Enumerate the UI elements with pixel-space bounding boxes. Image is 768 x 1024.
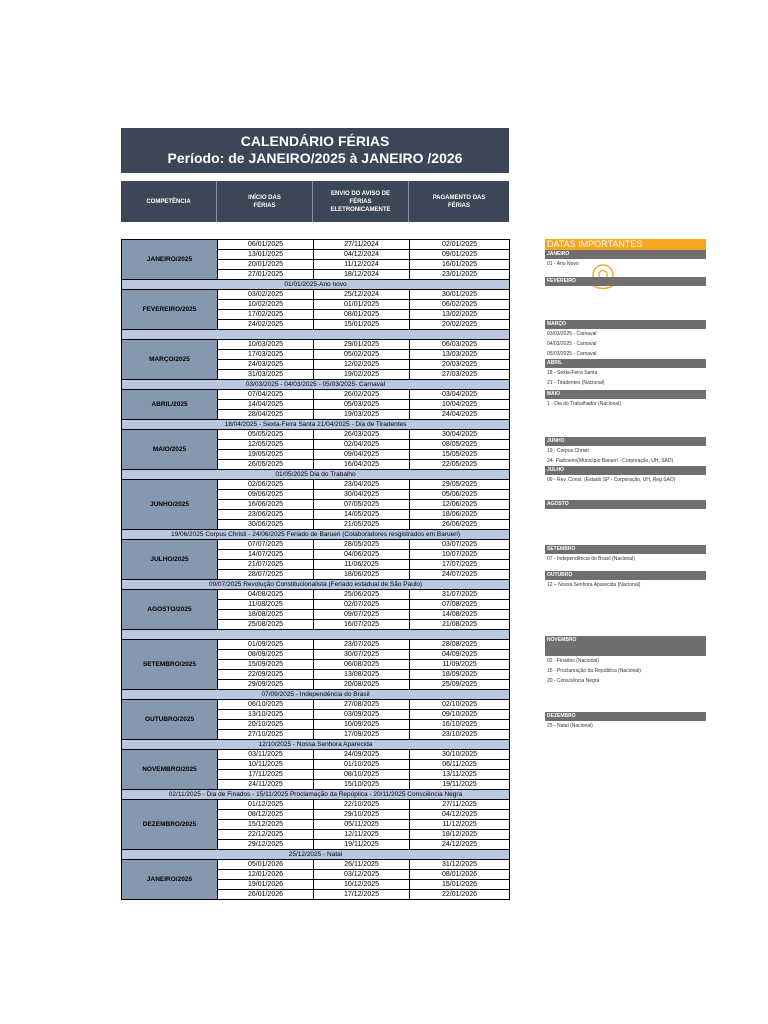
pagamento-cell: 12/06/2025 xyxy=(410,500,510,510)
inicio-cell: 05/05/2025 xyxy=(218,430,314,440)
important-month-header: FEVEREIRO xyxy=(545,277,706,286)
important-date-note: 18 - Sexta-Feira Santa xyxy=(547,370,598,376)
envio-cell: 09/07/2025 xyxy=(314,610,410,620)
pagamento-cell: 11/09/2025 xyxy=(410,660,510,670)
table-row xyxy=(122,640,510,650)
pagamento-cell: 23/10/2025 xyxy=(410,730,510,740)
envio-cell: 17/12/2025 xyxy=(314,890,410,900)
pagamento-cell: 05/06/2025 xyxy=(410,490,510,500)
table-row xyxy=(122,750,510,760)
holiday-row xyxy=(122,790,510,800)
table-row xyxy=(122,860,510,870)
envio-cell: 07/05/2025 xyxy=(314,500,410,510)
pagamento-cell: 30/10/2025 xyxy=(410,750,510,760)
important-month-header: DEZEMBRO xyxy=(545,712,706,721)
inicio-cell: 14/07/2025 xyxy=(218,550,314,560)
inicio-cell: 26/01/2026 xyxy=(218,890,314,900)
competencia-cell: JULHO/2025 xyxy=(122,540,218,580)
envio-cell: 04/06/2025 xyxy=(314,550,410,560)
inicio-cell: 20/10/2025 xyxy=(218,720,314,730)
pagamento-cell: 24/04/2025 xyxy=(410,410,510,420)
important-date-note: 05/03/2025 - Carnaval xyxy=(547,351,597,357)
competencia-cell: DEZEMBRO/2025 xyxy=(122,800,218,850)
holiday-cell: 25/12/2025 - Natal xyxy=(122,850,510,860)
envio-cell: 28/05/2025 xyxy=(314,540,410,550)
pagamento-cell: 13/03/2025 xyxy=(410,350,510,360)
important-month-header: SETEMBRO xyxy=(545,545,706,554)
pagamento-cell: 08/05/2025 xyxy=(410,440,510,450)
pagamento-cell: 24/07/2025 xyxy=(410,570,510,580)
inicio-cell: 15/12/2025 xyxy=(218,820,314,830)
table-row xyxy=(122,390,510,400)
holiday-cell: 18/04/2025 - Sexta-Feira Santa 21/04/2025 - Dia de Tiradentes xyxy=(122,420,510,430)
holiday-row xyxy=(122,280,510,290)
important-date-note: 19 - Corpus Christi xyxy=(547,448,589,454)
inicio-cell: 25/08/2025 xyxy=(218,620,314,630)
pagamento-cell: 11/12/2025 xyxy=(410,820,510,830)
envio-cell: 21/05/2025 xyxy=(314,520,410,530)
header-pagamento: PAGAMENTO DAS FÉRIAS xyxy=(432,194,486,209)
envio-cell: 11/06/2025 xyxy=(314,560,410,570)
envio-cell: 13/08/2025 xyxy=(314,670,410,680)
envio-cell: 18/12/2024 xyxy=(314,270,410,280)
inicio-cell: 10/02/2025 xyxy=(218,300,314,310)
envio-cell: 24/09/2025 xyxy=(314,750,410,760)
pagamento-cell: 04/09/2025 xyxy=(410,650,510,660)
envio-cell: 29/01/2025 xyxy=(314,340,410,350)
header-envio: ENVIO DO AVISO DE FÉRIAS ELETRONICAMENTE xyxy=(313,181,409,222)
pagamento-cell: 27/11/2025 xyxy=(410,800,510,810)
envio-cell: 05/03/2025 xyxy=(314,400,410,410)
competencia-cell: JANEIRO/2025 xyxy=(122,240,218,280)
inicio-cell: 24/11/2025 xyxy=(218,780,314,790)
inicio-cell: 24/03/2025 xyxy=(218,360,314,370)
holiday-row xyxy=(122,690,510,700)
holiday-cell: 09/07/2025 Revolução Constitucionalista (Feriado estadual de São Paulo) xyxy=(122,580,510,590)
competencia-cell: OUTUBRO/2025 xyxy=(122,700,218,740)
pagamento-cell: 22/05/2025 xyxy=(410,460,510,470)
envio-cell: 20/08/2025 xyxy=(314,680,410,690)
table-header xyxy=(121,181,509,222)
pagamento-cell: 06/03/2025 xyxy=(410,340,510,350)
header-competencia: COMPETÊNCIA xyxy=(121,181,217,222)
inicio-cell: 29/12/2025 xyxy=(218,840,314,850)
inicio-cell: 17/03/2025 xyxy=(218,350,314,360)
holiday-row xyxy=(122,380,510,390)
pagamento-cell: 14/08/2025 xyxy=(410,610,510,620)
inicio-cell: 17/02/2025 xyxy=(218,310,314,320)
inicio-cell: 12/05/2025 xyxy=(218,440,314,450)
important-date-note: 02 - Finados (Nacional) xyxy=(547,658,599,664)
holiday-row xyxy=(122,470,510,480)
pagamento-cell: 03/07/2025 xyxy=(410,540,510,550)
pagamento-cell: 06/02/2025 xyxy=(410,300,510,310)
table-row xyxy=(122,590,510,600)
table-row xyxy=(122,430,510,440)
inicio-cell: 04/08/2025 xyxy=(218,590,314,600)
pagamento-cell: 15/05/2025 xyxy=(410,450,510,460)
inicio-cell: 09/06/2025 xyxy=(218,490,314,500)
important-date-note: 1 - Dia do Trabalhador (Nacional) xyxy=(547,401,621,407)
envio-cell: 05/11/2025 xyxy=(314,820,410,830)
inicio-cell: 14/04/2025 xyxy=(218,400,314,410)
important-month-header: MAIO xyxy=(545,390,706,399)
inicio-cell: 02/06/2025 xyxy=(218,480,314,490)
envio-cell: 02/04/2025 xyxy=(314,440,410,450)
envio-cell: 25/06/2025 xyxy=(314,590,410,600)
inicio-cell: 27/01/2025 xyxy=(218,270,314,280)
header-inicio: INÍCIO DAS FÉRIAS xyxy=(217,181,313,222)
holiday-row xyxy=(122,630,510,640)
envio-cell: 26/03/2025 xyxy=(314,430,410,440)
envio-cell: 14/05/2025 xyxy=(314,510,410,520)
envio-cell: 16/07/2025 xyxy=(314,620,410,630)
table-row xyxy=(122,340,510,350)
pagamento-cell: 13/11/2025 xyxy=(410,770,510,780)
inicio-cell: 26/05/2025 xyxy=(218,460,314,470)
inicio-cell: 15/09/2025 xyxy=(218,660,314,670)
inicio-cell: 24/02/2025 xyxy=(218,320,314,330)
important-month-header: JANEIRO xyxy=(545,250,706,259)
competencia-cell: AGOSTO/2025 xyxy=(122,590,218,630)
pagamento-cell: 20/02/2025 xyxy=(410,320,510,330)
important-dates-title: DATAS IMPORTANTES xyxy=(545,239,706,250)
envio-cell: 01/01/2025 xyxy=(314,300,410,310)
pagamento-cell: 31/12/2025 xyxy=(410,860,510,870)
inicio-cell: 27/10/2025 xyxy=(218,730,314,740)
inicio-cell: 23/06/2025 xyxy=(218,510,314,520)
pagamento-cell: 06/11/2025 xyxy=(410,760,510,770)
important-month-header: JULHO xyxy=(545,466,706,475)
table-row xyxy=(122,240,510,250)
holiday-cell: 02/11/2025 - Dia de Finados - 15/11/2025 Proclamação da Repúplica - 20/11/2025 Consciência Negra xyxy=(122,790,510,800)
envio-cell: 09/04/2025 xyxy=(314,450,410,460)
pagamento-cell: 25/09/2025 xyxy=(410,680,510,690)
holiday-cell: 01/05/2025 Dia do Trabalho xyxy=(122,470,510,480)
important-date-note: 21 - Tiradentes (Nacional) xyxy=(547,380,605,386)
envio-cell: 10/12/2025 xyxy=(314,880,410,890)
holiday-row xyxy=(122,740,510,750)
envio-cell: 02/07/2025 xyxy=(314,600,410,610)
envio-cell: 19/11/2025 xyxy=(314,840,410,850)
competencia-cell: SETEMBRO/2025 xyxy=(122,640,218,690)
envio-cell: 10/09/2025 xyxy=(314,720,410,730)
calendar-period: Período: de JANEIRO/2025 à JANEIRO /2026 xyxy=(167,150,463,166)
envio-cell: 22/10/2025 xyxy=(314,800,410,810)
holiday-row xyxy=(122,330,510,340)
envio-cell: 04/12/2024 xyxy=(314,250,410,260)
important-month-header: JUNHO xyxy=(545,437,706,446)
inicio-cell: 06/10/2025 xyxy=(218,700,314,710)
inicio-cell: 01/09/2025 xyxy=(218,640,314,650)
envio-cell: 26/02/2025 xyxy=(314,390,410,400)
competencia-cell: JANEIRO/2026 xyxy=(122,860,218,900)
pagamento-cell: 08/01/2026 xyxy=(410,870,510,880)
pagamento-cell: 02/01/2025 xyxy=(410,240,510,250)
pagamento-cell: 10/07/2025 xyxy=(410,550,510,560)
inicio-cell: 01/12/2025 xyxy=(218,800,314,810)
important-date-note: 09 - Rev. Const. (Estado SP - Corporação, UH, Reg SAO) xyxy=(547,477,676,483)
pagamento-cell: 30/04/2025 xyxy=(410,430,510,440)
pagamento-cell: 23/01/2025 xyxy=(410,270,510,280)
inicio-cell: 11/08/2025 xyxy=(218,600,314,610)
important-month-header: NOVEMBRO xyxy=(545,636,706,656)
inicio-cell: 06/01/2025 xyxy=(218,240,314,250)
holiday-row xyxy=(122,530,510,540)
envio-cell: 18/06/2025 xyxy=(314,570,410,580)
inicio-cell: 10/03/2025 xyxy=(218,340,314,350)
inicio-cell: 31/03/2025 xyxy=(218,370,314,380)
pagamento-cell: 27/03/2025 xyxy=(410,370,510,380)
inicio-cell: 28/04/2025 xyxy=(218,410,314,420)
competencia-cell: NOVEMBRO/2025 xyxy=(122,750,218,790)
holiday-cell: 07/09/2025 - Independência do Brasil xyxy=(122,690,510,700)
envio-cell: 08/01/2025 xyxy=(314,310,410,320)
pagamento-cell: 18/12/2025 xyxy=(410,830,510,840)
pagamento-cell: 18/06/2025 xyxy=(410,510,510,520)
inicio-cell: 13/10/2025 xyxy=(218,710,314,720)
competencia-cell: ABRIL/2025 xyxy=(122,390,218,420)
holiday-cell xyxy=(122,630,510,640)
important-dates-panel xyxy=(545,239,706,731)
pagamento-cell: 10/04/2025 xyxy=(410,400,510,410)
competencia-cell: MAIO/2025 xyxy=(122,430,218,470)
pagamento-cell: 09/10/2025 xyxy=(410,710,510,720)
table-row xyxy=(122,540,510,550)
inicio-cell: 30/06/2025 xyxy=(218,520,314,530)
envio-cell: 06/08/2025 xyxy=(314,660,410,670)
important-date-note: 20 - Consciência Negra xyxy=(547,678,600,684)
pagamento-cell: 21/08/2025 xyxy=(410,620,510,630)
holiday-cell xyxy=(122,330,510,340)
inicio-cell: 13/01/2025 xyxy=(218,250,314,260)
vacation-calendar-table xyxy=(121,239,510,900)
holiday-row xyxy=(122,850,510,860)
inicio-cell: 03/02/2025 xyxy=(218,290,314,300)
inicio-cell: 19/01/2026 xyxy=(218,880,314,890)
competencia-cell: JUNHO/2025 xyxy=(122,480,218,530)
calendar-title: CALENDÁRIO FÉRIAS xyxy=(240,133,390,149)
pagamento-cell: 15/01/2026 xyxy=(410,880,510,890)
important-month-header: OUTUBRO xyxy=(545,571,706,580)
envio-cell: 11/12/2024 xyxy=(314,260,410,270)
envio-cell: 30/04/2025 xyxy=(314,490,410,500)
inicio-cell: 20/01/2025 xyxy=(218,260,314,270)
competencia-cell: FEVEREIRO/2025 xyxy=(122,290,218,330)
pagamento-cell: 29/05/2025 xyxy=(410,480,510,490)
inicio-cell: 05/01/2026 xyxy=(218,860,314,870)
inicio-cell: 12/01/2026 xyxy=(218,870,314,880)
table-row xyxy=(122,290,510,300)
envio-cell: 16/04/2025 xyxy=(314,460,410,470)
pagamento-cell: 16/10/2025 xyxy=(410,720,510,730)
important-month-header: ABRIL xyxy=(545,359,706,368)
envio-cell: 27/08/2025 xyxy=(314,700,410,710)
inicio-cell: 08/12/2025 xyxy=(218,810,314,820)
inicio-cell: 07/04/2025 xyxy=(218,390,314,400)
important-date-note: 15 - Proclamação da República (Nacional) xyxy=(547,668,641,674)
inicio-cell: 19/05/2025 xyxy=(218,450,314,460)
envio-cell: 27/11/2024 xyxy=(314,240,410,250)
holiday-cell: 01/01/2025-Ano novo xyxy=(122,280,510,290)
important-date-note: 24- Padroeiro(Município Barueri - Corporação, UH, SAD) xyxy=(547,458,674,464)
pagamento-cell: 19/11/2025 xyxy=(410,780,510,790)
inicio-cell: 21/07/2025 xyxy=(218,560,314,570)
pagamento-cell: 31/07/2025 xyxy=(410,590,510,600)
pagamento-cell: 30/01/2025 xyxy=(410,290,510,300)
pagamento-cell: 13/02/2025 xyxy=(410,310,510,320)
important-month-header: MARÇO xyxy=(545,320,706,329)
important-date-note: 25 - Natal (Nacional) xyxy=(547,723,593,729)
table-row xyxy=(122,700,510,710)
pagamento-cell: 18/09/2025 xyxy=(410,670,510,680)
envio-cell: 01/10/2025 xyxy=(314,760,410,770)
envio-cell: 30/07/2025 xyxy=(314,650,410,660)
inicio-cell: 28/07/2025 xyxy=(218,570,314,580)
pagamento-cell: 24/12/2025 xyxy=(410,840,510,850)
inicio-cell: 03/11/2025 xyxy=(218,750,314,760)
envio-cell: 19/03/2025 xyxy=(314,410,410,420)
envio-cell: 23/07/2025 xyxy=(314,640,410,650)
inicio-cell: 17/11/2025 xyxy=(218,770,314,780)
pagamento-cell: 22/01/2026 xyxy=(410,890,510,900)
envio-cell: 05/02/2025 xyxy=(314,350,410,360)
envio-cell: 19/02/2025 xyxy=(314,370,410,380)
holiday-cell: 03/03/2025 - 04/03/2025 - 05/03/2025- Carnaval xyxy=(122,380,510,390)
envio-cell: 12/11/2025 xyxy=(314,830,410,840)
pagamento-cell: 02/10/2025 xyxy=(410,700,510,710)
holiday-cell: 12/10/2025 - Nossa Senhora Aparecida xyxy=(122,740,510,750)
pagamento-cell: 09/01/2025 xyxy=(410,250,510,260)
holiday-row xyxy=(122,580,510,590)
important-month-header: AGOSTO xyxy=(545,500,706,509)
envio-cell: 23/04/2025 xyxy=(314,480,410,490)
envio-cell: 03/09/2025 xyxy=(314,710,410,720)
envio-cell: 25/12/2024 xyxy=(314,290,410,300)
inicio-cell: 18/08/2025 xyxy=(218,610,314,620)
important-date-note: 03/03/2025 - Carnaval xyxy=(547,331,597,337)
envio-cell: 29/10/2025 xyxy=(314,810,410,820)
inicio-cell: 29/09/2025 xyxy=(218,680,314,690)
table-row xyxy=(122,800,510,810)
envio-cell: 03/12/2025 xyxy=(314,870,410,880)
pagamento-cell: 03/04/2025 xyxy=(410,390,510,400)
envio-cell: 15/01/2025 xyxy=(314,320,410,330)
important-date-note: 01 - Ano Novo xyxy=(547,261,579,267)
holiday-row xyxy=(122,420,510,430)
inicio-cell: 22/09/2025 xyxy=(218,670,314,680)
envio-cell: 26/11/2025 xyxy=(314,860,410,870)
pagamento-cell: 17/07/2025 xyxy=(410,560,510,570)
pagamento-cell: 20/03/2025 xyxy=(410,360,510,370)
pagamento-cell: 26/06/2025 xyxy=(410,520,510,530)
inicio-cell: 22/12/2025 xyxy=(218,830,314,840)
inicio-cell: 08/09/2025 xyxy=(218,650,314,660)
holiday-cell: 19/06/2025 Corpus Christi - 24/06/2025 Feriado de Barueri (Colaboradores resgistrados em Barueri) xyxy=(122,530,510,540)
inicio-cell: 10/11/2025 xyxy=(218,760,314,770)
table-row xyxy=(122,480,510,490)
pagamento-cell: 07/08/2025 xyxy=(410,600,510,610)
pagamento-cell: 04/12/2025 xyxy=(410,810,510,820)
inicio-cell: 16/06/2025 xyxy=(218,500,314,510)
competencia-cell: MARÇO/2025 xyxy=(122,340,218,380)
pagamento-cell: 28/08/2025 xyxy=(410,640,510,650)
inicio-cell: 07/07/2025 xyxy=(218,540,314,550)
envio-cell: 17/09/2025 xyxy=(314,730,410,740)
pagamento-cell: 16/01/2025 xyxy=(410,260,510,270)
calendar-title-box xyxy=(121,128,509,173)
envio-cell: 08/10/2025 xyxy=(314,770,410,780)
envio-cell: 15/10/2025 xyxy=(314,780,410,790)
important-date-note: 12 – Nossa Senhora Aparecida (Nacional) xyxy=(547,582,641,588)
important-date-note: 07 - Independência do Brasil (Nacional) xyxy=(547,556,635,562)
important-date-note: 04/03/2025 - Carnaval xyxy=(547,341,597,347)
envio-cell: 12/02/2025 xyxy=(314,360,410,370)
